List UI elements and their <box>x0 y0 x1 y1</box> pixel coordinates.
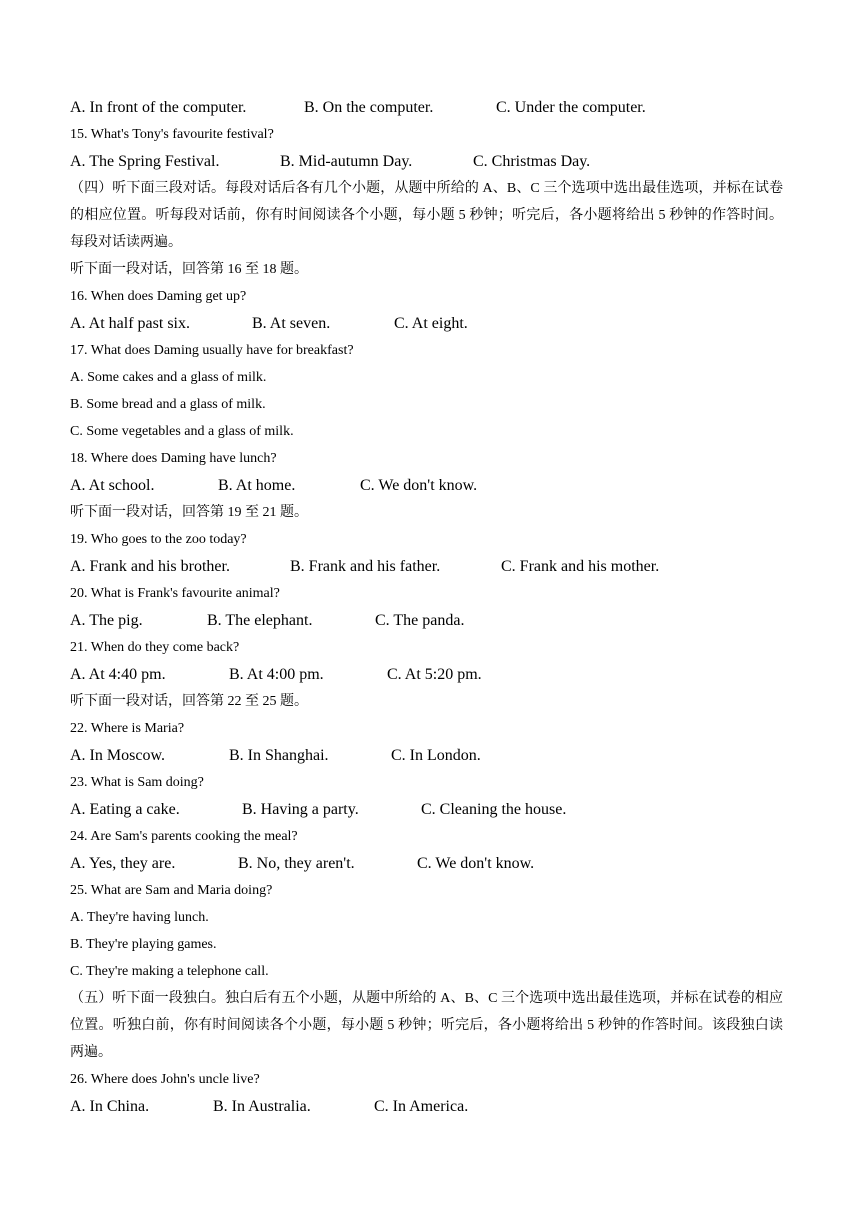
q21-option-c: C. At 5:20 pm. <box>387 666 482 683</box>
q21-question: 21. When do they come back? <box>70 640 240 655</box>
q22-question: 22. Where is Maria? <box>70 721 185 736</box>
q17-option-b: B. Some bread and a glass of milk. <box>70 397 266 412</box>
q18-option-a: A. At school. <box>70 477 155 494</box>
q26-option-a: A. In China. <box>70 1098 150 1115</box>
q25-option-b: B. They're playing games. <box>70 937 217 952</box>
q17-option-a: A. Some cakes and a glass of milk. <box>70 370 267 385</box>
q21-option-b: B. At 4:00 pm. <box>229 666 324 683</box>
dialogue2-intro: 听下面一段对话，回答第 19 至 21 题。 <box>70 505 308 520</box>
q20-options-row <box>0 612 860 630</box>
dialogue1-intro: 听下面一段对话，回答第 16 至 18 题。 <box>70 262 308 277</box>
q14-option-b: B. On the computer. <box>304 99 434 116</box>
section5-instructions: （五）听下面一段独白。独白后有五个小题，从题中所给的 A、B、C 三个选项中选出最佳选项，并标在试卷的相应位置。听独白前，你有时间阅读各个小题，每小题 5 秒钟；听完后，各小题将给出 5 秒钟的作答时间。该段独白读两遍。 <box>70 991 783 1060</box>
q23-option-b: B. Having a party. <box>242 801 359 818</box>
q20-option-b: B. The elephant. <box>207 612 313 629</box>
q16-option-c: C. At eight. <box>394 315 468 332</box>
section4-instructions: （四）听下面三段对话。每段对话后各有几个小题，从题中所给的 A、B、C 三个选项中选出最佳选项，并标在试卷的相应位置。听每段对话前，你有时间阅读各个小题，每小题 5 秒钟；听完后，各小题将给出 5 秒钟的作答时间。每段对话读两遍。 <box>70 181 783 250</box>
q24-question: 24. Are Sam's parents cooking the meal? <box>70 829 298 844</box>
q24-options-row <box>0 855 860 873</box>
q19-option-c: C. Frank and his mother. <box>501 558 660 575</box>
q22-option-a: A. In Moscow. <box>70 747 165 764</box>
q17-question: 17. What does Daming usually have for breakfast? <box>70 343 354 358</box>
q15-option-c: C. Christmas Day. <box>473 153 591 170</box>
q22-options-row <box>0 747 860 765</box>
q24-option-a: A. Yes, they are. <box>70 855 176 872</box>
q22-option-c: C. In London. <box>391 747 481 764</box>
q21-options-row <box>0 666 860 684</box>
q24-option-b: B. No, they aren't. <box>238 855 355 872</box>
q25-option-a: A. They're having lunch. <box>70 910 209 925</box>
q26-option-b: B. In Australia. <box>213 1098 311 1115</box>
q14-option-a: A. In front of the computer. <box>70 99 247 116</box>
q21-option-a: A. At 4:40 pm. <box>70 666 166 683</box>
q15-option-b: B. Mid-autumn Day. <box>280 153 413 170</box>
q23-question: 23. What is Sam doing? <box>70 775 204 790</box>
q15-option-a: A. The Spring Festival. <box>70 153 220 170</box>
q25-option-c: C. They're making a telephone call. <box>70 964 269 979</box>
q25-question: 25. What are Sam and Maria doing? <box>70 883 273 898</box>
q15-options-row <box>0 153 860 171</box>
q16-options-row <box>0 315 860 333</box>
dialogue3-intro: 听下面一段对话，回答第 22 至 25 题。 <box>70 694 308 709</box>
q20-option-c: C. The panda. <box>375 612 465 629</box>
q19-options-row <box>0 558 860 576</box>
q16-option-b: B. At seven. <box>252 315 331 332</box>
q18-options-row <box>0 477 860 495</box>
q23-option-a: A. Eating a cake. <box>70 801 180 818</box>
q26-options-row <box>0 1098 860 1116</box>
q20-option-a: A. The pig. <box>70 612 143 629</box>
q19-question: 19. Who goes to the zoo today? <box>70 532 247 547</box>
q16-option-a: A. At half past six. <box>70 315 190 332</box>
q19-option-b: B. Frank and his father. <box>290 558 441 575</box>
q26-question: 26. Where does John's uncle live? <box>70 1072 260 1087</box>
q24-option-c: C. We don't know. <box>417 855 535 872</box>
q18-question: 18. Where does Daming have lunch? <box>70 451 277 466</box>
q14-options-row <box>0 99 860 117</box>
q16-question: 16. When does Daming get up? <box>70 289 247 304</box>
q14-option-c: C. Under the computer. <box>496 99 646 116</box>
q15-question: 15. What's Tony's favourite festival? <box>70 127 274 142</box>
q23-option-c: C. Cleaning the house. <box>421 801 567 818</box>
q20-question: 20. What is Frank's favourite animal? <box>70 586 280 601</box>
q18-option-b: B. At home. <box>218 477 296 494</box>
q18-option-c: C. We don't know. <box>360 477 478 494</box>
q23-options-row <box>0 801 860 819</box>
q26-option-c: C. In America. <box>374 1098 469 1115</box>
q22-option-b: B. In Shanghai. <box>229 747 329 764</box>
q19-option-a: A. Frank and his brother. <box>70 558 230 575</box>
q17-option-c: C. Some vegetables and a glass of milk. <box>70 424 294 439</box>
